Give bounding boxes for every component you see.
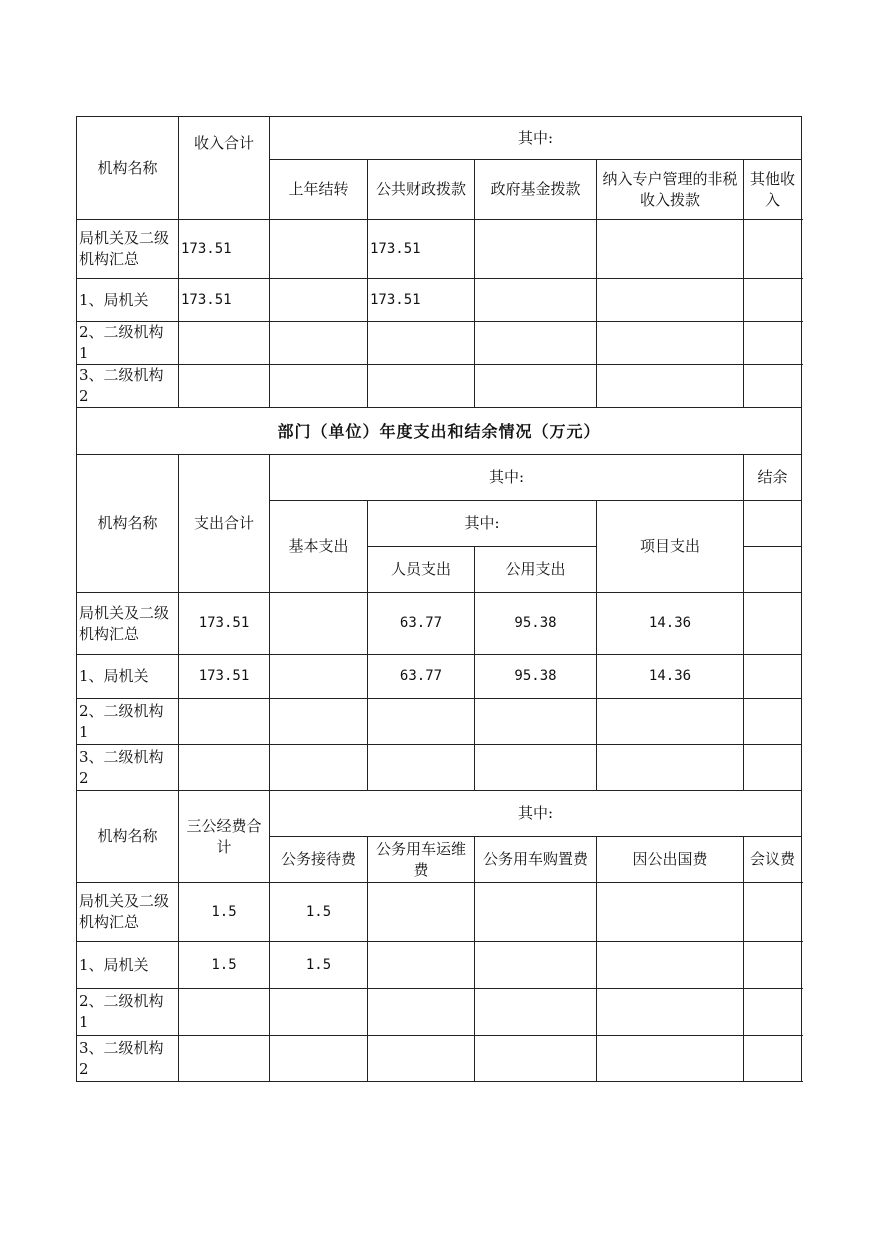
income-row-public-finance <box>368 365 475 408</box>
income-row-name: 3、二级机构 2 <box>77 365 179 408</box>
three-public-header-name: 机构名称 <box>77 791 179 883</box>
three-public-row-vehicle-ops <box>368 883 475 942</box>
expense-row-project <box>597 745 744 791</box>
income-row-gov-fund <box>475 322 597 365</box>
expense-row-public-use: 95.38 <box>475 655 597 699</box>
income-header-other: 其他收入 <box>744 160 802 220</box>
expense-header-public-use: 公用支出 <box>475 547 597 593</box>
income-row-total <box>179 365 270 408</box>
income-row-other <box>744 279 802 322</box>
expense-row-total <box>179 745 270 791</box>
expense-section-title: 部门（单位）年度支出和结余情况（万元） <box>77 408 802 455</box>
three-public-row-vehicle-purchase <box>475 1036 597 1082</box>
three-public-header-vehicle-ops: 公务用车运维费 <box>368 837 475 883</box>
expense-row-basic <box>270 655 368 699</box>
expense-row-basic <box>270 593 368 655</box>
income-header-total: 收入合计 <box>179 117 270 220</box>
three-public-row-name: 局机关及二级机构汇总 <box>77 883 179 942</box>
expense-row-personnel: 63.77 <box>368 593 475 655</box>
table-row <box>77 745 802 791</box>
table-row <box>77 699 802 745</box>
three-public-row-total: 1.5 <box>179 942 270 989</box>
three-public-row-meeting <box>744 883 802 942</box>
income-header-name: 机构名称 <box>77 117 179 220</box>
expense-row-name: 3、二级机构 2 <box>77 745 179 791</box>
income-row-carryover <box>270 220 368 279</box>
expense-header-basic-of-which: 其中: <box>368 501 597 547</box>
expense-header-surplus-blank-1 <box>744 501 802 547</box>
table-row <box>77 593 802 655</box>
three-public-header-total: 三公经费合计 <box>179 791 270 883</box>
three-public-row-meeting <box>744 1036 802 1082</box>
income-row-non-tax <box>597 365 744 408</box>
three-public-header-vehicle-purchase: 公务用车购置费 <box>475 837 597 883</box>
table-row <box>77 1036 802 1082</box>
three-public-row-reception <box>270 989 368 1036</box>
three-public-row-meeting <box>744 989 802 1036</box>
three-public-row-vehicle-ops <box>368 989 475 1036</box>
three-public-row-vehicle-ops <box>368 1036 475 1082</box>
expense-row-personnel <box>368 745 475 791</box>
income-row-name: 1、局机关 <box>77 279 179 322</box>
expense-row-surplus <box>744 655 802 699</box>
income-header-of-which: 其中: <box>270 117 802 160</box>
three-public-row-total <box>179 989 270 1036</box>
three-public-row-name: 1、局机关 <box>77 942 179 989</box>
three-public-row-abroad <box>597 942 744 989</box>
three-public-row-total: 1.5 <box>179 883 270 942</box>
three-public-row-abroad <box>597 1036 744 1082</box>
expense-header-basic: 基本支出 <box>270 501 368 593</box>
income-row-other <box>744 322 802 365</box>
income-row-name: 局机关及二级机构汇总 <box>77 220 179 279</box>
income-row-carryover <box>270 365 368 408</box>
income-row-non-tax <box>597 279 744 322</box>
table-row <box>77 322 802 365</box>
three-public-row-name: 2、二级机构 1 <box>77 989 179 1036</box>
expense-header-surplus-blank-2 <box>744 547 802 593</box>
expense-header-name: 机构名称 <box>77 455 179 593</box>
expense-row-project: 14.36 <box>597 655 744 699</box>
income-header-non-tax: 纳入专户管理的非税收入拨款 <box>597 160 744 220</box>
income-row-other <box>744 365 802 408</box>
expense-row-total: 173.51 <box>179 655 270 699</box>
table-row <box>77 365 802 408</box>
expense-header-total: 支出合计 <box>179 455 270 593</box>
expense-row-name: 1、局机关 <box>77 655 179 699</box>
three-public-row-name: 3、二级机构 2 <box>77 1036 179 1082</box>
table-row <box>77 989 802 1036</box>
expense-row-personnel <box>368 699 475 745</box>
expense-row-name: 局机关及二级机构汇总 <box>77 593 179 655</box>
income-row-total <box>179 322 270 365</box>
expense-header-project: 项目支出 <box>597 501 744 593</box>
expense-row-basic <box>270 745 368 791</box>
three-public-header-of-which: 其中: <box>270 791 802 837</box>
income-row-public-finance: 173.51 <box>368 279 475 322</box>
income-row-total: 173.51 <box>179 279 270 322</box>
income-row-carryover <box>270 322 368 365</box>
income-row-non-tax <box>597 220 744 279</box>
expense-row-surplus <box>744 745 802 791</box>
expense-row-public-use <box>475 745 597 791</box>
expense-row-basic <box>270 699 368 745</box>
three-public-header-meeting: 会议费 <box>744 837 802 883</box>
three-public-row-vehicle-purchase <box>475 883 597 942</box>
three-public-row-reception: 1.5 <box>270 883 368 942</box>
income-row-gov-fund <box>475 220 597 279</box>
income-row-other <box>744 220 802 279</box>
finance-table <box>76 116 802 1082</box>
three-public-row-abroad <box>597 989 744 1036</box>
expense-row-project <box>597 699 744 745</box>
three-public-header-reception: 公务接待费 <box>270 837 368 883</box>
expense-header-of-which: 其中: <box>270 455 744 501</box>
three-public-row-reception: 1.5 <box>270 942 368 989</box>
three-public-row-meeting <box>744 942 802 989</box>
income-row-public-finance <box>368 322 475 365</box>
income-header-public-finance: 公共财政拨款 <box>368 160 475 220</box>
income-row-total: 173.51 <box>179 220 270 279</box>
income-row-carryover <box>270 279 368 322</box>
three-public-row-abroad <box>597 883 744 942</box>
income-row-non-tax <box>597 322 744 365</box>
income-row-gov-fund <box>475 365 597 408</box>
table-row <box>77 942 802 989</box>
table-row <box>77 655 802 699</box>
expense-row-surplus <box>744 699 802 745</box>
table-row <box>77 883 802 942</box>
table-row <box>77 220 802 279</box>
expense-row-total <box>179 699 270 745</box>
table-row <box>77 279 802 322</box>
income-header-carryover: 上年结转 <box>270 160 368 220</box>
expense-header-surplus: 结余 <box>744 455 802 501</box>
three-public-header-abroad: 因公出国费 <box>597 837 744 883</box>
income-row-name: 2、二级机构 1 <box>77 322 179 365</box>
expense-row-name: 2、二级机构 1 <box>77 699 179 745</box>
expense-row-public-use: 95.38 <box>475 593 597 655</box>
expense-header-personnel: 人员支出 <box>368 547 475 593</box>
income-header-gov-fund: 政府基金拨款 <box>475 160 597 220</box>
expense-row-personnel: 63.77 <box>368 655 475 699</box>
expense-row-project: 14.36 <box>597 593 744 655</box>
expense-row-public-use <box>475 699 597 745</box>
three-public-row-reception <box>270 1036 368 1082</box>
expense-row-surplus <box>744 593 802 655</box>
income-row-public-finance: 173.51 <box>368 220 475 279</box>
three-public-row-vehicle-purchase <box>475 942 597 989</box>
income-row-gov-fund <box>475 279 597 322</box>
three-public-row-vehicle-ops <box>368 942 475 989</box>
three-public-row-total <box>179 1036 270 1082</box>
expense-row-total: 173.51 <box>179 593 270 655</box>
three-public-row-vehicle-purchase <box>475 989 597 1036</box>
